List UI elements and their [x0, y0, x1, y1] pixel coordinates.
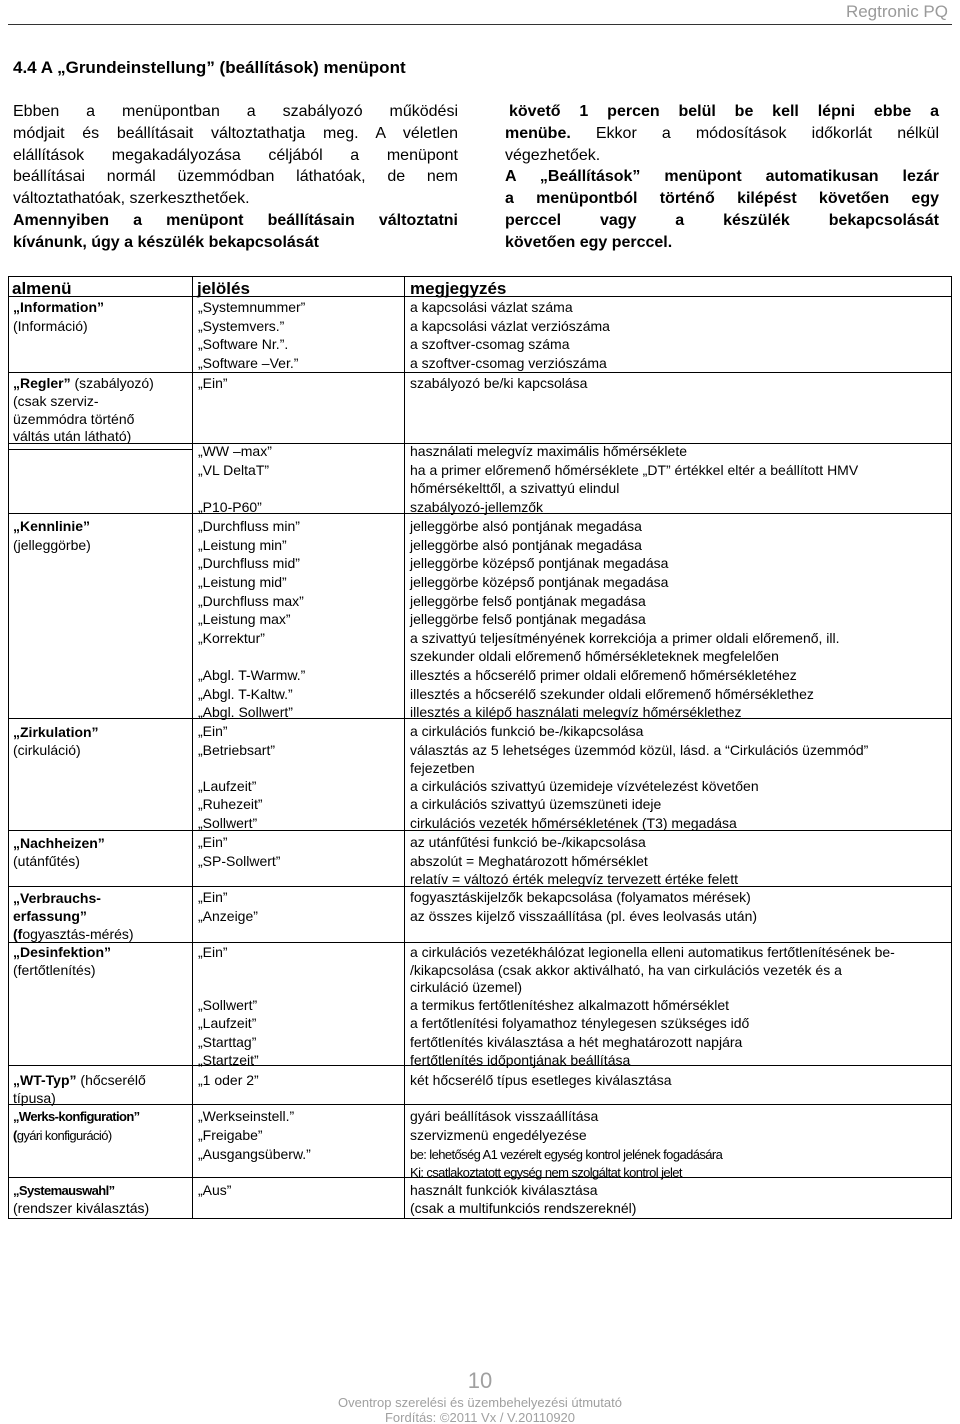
submenu-systemauswahl-desc: (rendszer kiválasztás): [13, 1200, 150, 1216]
section-title: 4.4 A „Grundeinstellung” (beállítások) menüpont: [13, 58, 406, 77]
setting-description: a szoftver-csomag száma: [410, 336, 570, 352]
setting-description: a szoftver-csomag verziószáma: [410, 355, 607, 371]
submenu-nachheizen-desc: (utánfűtés): [13, 853, 80, 869]
setting-label: „Ruhezeit”: [198, 796, 263, 812]
setting-label: „Ein”: [198, 723, 228, 739]
submenu-verbrauchserfassung: „Verbrauchs-: [13, 890, 101, 906]
setting-description: használati melegvíz maximális hőmérséklete: [410, 443, 687, 459]
setting-label: „Sollwert”: [198, 815, 258, 831]
footer-title: Oventrop szerelési és üzembehelyezési útmutató: [338, 1395, 622, 1410]
setting-description: a cirkulációs funkció be-/kikapcsolása: [410, 723, 644, 739]
intro-left-line: változtathatóak, szerkeszthetőek.: [13, 190, 250, 208]
intro-right: [505, 101, 939, 254]
setting-description: szervizmenü engedélyezése: [410, 1127, 587, 1143]
setting-description: relatív = változó érték melegvíz tervezett értéke felett: [410, 870, 738, 887]
setting-description: Ki: csatlakoztatott egység nem szolgáltat kontrol jelet: [410, 1164, 682, 1180]
setting-description: két hőcserélő típus esetleges kiválasztása: [410, 1072, 672, 1088]
setting-description: jelleggörbe alsó pontjának megadása: [410, 518, 642, 534]
setting-description: jelleggörbe középső pontjának megadása: [410, 555, 669, 571]
setting-description: cirkulációs vezeték hőmérsékletének (T3) megadása: [410, 815, 737, 831]
setting-label: „Abgl. T-Kaltw.”: [198, 686, 293, 702]
setting-label: „Korrektur”: [198, 630, 265, 646]
submenu-zirkulation-desc: (cirkuláció): [13, 742, 81, 758]
setting-label: „Leistung mid”: [198, 574, 287, 590]
intro-right-bold-word: menübe.: [505, 124, 571, 142]
submenu-regler-desc: váltás után látható): [13, 428, 132, 444]
table-column-divider: [192, 277, 193, 1218]
setting-description: fogyasztáskijelzők bekapcsolása (folyamatos mérések): [410, 889, 751, 905]
intro-right-line: [505, 123, 939, 145]
page-number: 10: [467, 1368, 493, 1393]
setting-label: „Werkseinstell.”: [198, 1108, 295, 1124]
intro-right-bold-line: követően egy perccel.: [505, 233, 673, 251]
setting-label: „Software Nr.”.: [198, 336, 289, 352]
setting-label: „Software –Ver.”: [198, 355, 299, 371]
setting-label: „Freigabe”: [198, 1127, 263, 1143]
intro-right-line-rest: Ekkor a módosítások időkorlát nélkül: [570, 124, 939, 142]
setting-description: szekunder oldali előremenő hőmérsékleteknek megfelelően: [410, 647, 779, 664]
setting-label: „Durchfluss min”: [198, 518, 300, 534]
table-row-rule: [8, 942, 952, 943]
setting-description: hőmérsékelttől, a szivattyú elindul: [410, 479, 620, 496]
setting-description: (csak a multifunkciós rendszereknél): [410, 1199, 637, 1216]
setting-label: „Systemvers.”: [198, 318, 285, 334]
intro-right-bold-line: A „Beállítások” menüpont automatikusan lezár: [505, 168, 939, 186]
setting-label: „Laufzeit”: [198, 1015, 257, 1031]
setting-description: a cirkulációs vezetékhálózat legionella elleni automatikus fertőtlenítésének be-: [410, 944, 895, 960]
setting-label: „Durchfluss max”: [198, 593, 304, 609]
settings-table: [8, 276, 952, 1219]
header-rule: [8, 24, 952, 25]
setting-label: „1 oder 2”: [198, 1072, 259, 1088]
intro-left-bold-line: kívánunk, úgy a készülék bekapcsolását: [13, 233, 319, 251]
intro-right-bold-line: a menüpontból történő kilépést követően egy: [505, 190, 939, 208]
setting-label: „Anzeige”: [198, 908, 258, 924]
intro-right-bold-line: követő 1 percen belül be kell lépni ebbe a: [509, 103, 939, 120]
setting-label: „Betriebsart”: [198, 742, 276, 758]
setting-label: „Laufzeit”: [198, 778, 257, 794]
setting-description: a cirkulációs szivattyú üzemszüneti ideje: [410, 796, 662, 812]
setting-description: az utánfűtési funkció be-/kikapcsolása: [410, 834, 646, 850]
setting-label: „Durchfluss mid”: [198, 555, 300, 571]
setting-label: „Systemnummer”: [198, 299, 306, 315]
submenu-zirkulation: „Zirkulation”: [13, 724, 99, 740]
table-border-right: [951, 277, 952, 1218]
setting-description: jelleggörbe alsó pontjának megadása: [410, 537, 642, 553]
submenu-kennlinie: „Kennlinie”: [13, 518, 91, 534]
setting-description: választás az 5 lehetséges üzemmód közül, lásd. a “Cirkulációs üzemmód”: [410, 742, 869, 758]
setting-description: a cirkulációs szivattyú üzemideje vízvételezést követően: [410, 778, 759, 794]
submenu-nachheizen: „Nachheizen”: [13, 835, 105, 851]
setting-description: a kapcsolási vázlat verziószáma: [410, 318, 610, 334]
setting-label: „WW –max”: [198, 443, 272, 459]
table-column-divider: [404, 277, 405, 1218]
submenu-information-desc: (Információ): [13, 318, 88, 334]
setting-label: „Leistung max”: [198, 611, 291, 627]
setting-label: „Startzeit”: [198, 1052, 259, 1068]
setting-description: jelleggörbe középső pontjának megadása: [410, 574, 669, 590]
table-row-rule: [8, 449, 192, 450]
intro-left-line: módjait és beállításait változtathatja meg. A véletlen: [13, 124, 458, 142]
submenu-verbrauchserfassung-desc: (fogyasztás-mérés): [13, 926, 134, 942]
setting-description: az összes kijelző visszaállítása (pl. éves leolvasás után): [410, 908, 758, 924]
setting-description: a szivattyú teljesítményének korrekciója a primer oldali előremenő, ill.: [410, 630, 840, 646]
setting-description: illesztés a kilépő használati melegvíz hőmérséklethez: [410, 704, 742, 720]
setting-description: szabályozó be/ki kapcsolása: [410, 375, 588, 391]
table-row-rule: [8, 1104, 952, 1105]
setting-description: használt funkciók kiválasztása: [410, 1182, 598, 1198]
submenu-wt-typ-desc: típusa): [13, 1090, 56, 1106]
setting-label: „Starttag”: [198, 1034, 257, 1050]
footer-translation: Fordítás: ©2011 Vx / V.20110920: [384, 1410, 576, 1424]
setting-description: fertőtlenítés időpontjának beállítása: [410, 1052, 631, 1068]
setting-label: „Abgl. T-Warmw.”: [198, 667, 306, 683]
brand-name: Regtronic PQ: [845, 2, 948, 21]
setting-description: a termikus fertőtlenítéshez alkalmazott hőmérséklet: [410, 997, 730, 1013]
setting-label: „Ausgangsüberw.”: [198, 1146, 311, 1162]
setting-description: a kapcsolási vázlat száma: [410, 299, 573, 315]
submenu-werks-konfiguration-desc: (gyári konfiguráció): [13, 1128, 112, 1143]
setting-description: gyári beállítások visszaállítása: [410, 1108, 599, 1124]
intro-left: [13, 101, 458, 254]
setting-description: a fertőtlenítési folyamathoz ténylegesen szükséges idő: [410, 1015, 750, 1031]
setting-description: illesztés a hőcserélő szekunder oldali előremenő hőmérséklethez: [410, 686, 814, 702]
setting-label: „Abgl. Sollwert”: [198, 704, 293, 720]
submenu-wt-typ: „WT-Typ” (hőcserélő: [13, 1072, 146, 1088]
intro-left-line: beállításai normál üzemmódban láthatóak, de nem: [13, 168, 458, 186]
setting-description: illesztés a hőcserélő primer oldali előremenő hőmérsékletéhez: [410, 667, 797, 683]
setting-description: jelleggörbe felső pontjának megadása: [410, 593, 646, 609]
column-header-jeloles: jelölés: [197, 279, 250, 298]
intro-left-line: elállítások megakadályozása céljából a menüpont: [13, 146, 458, 164]
setting-description: szabályozó-jellemzők: [410, 499, 544, 515]
column-header-almenu: almenü: [12, 279, 72, 298]
submenu-werks-konfiguration: „Werks-konfiguration”: [13, 1109, 140, 1124]
setting-label: „Ein”: [198, 944, 228, 960]
setting-description: fejezetben: [410, 759, 475, 776]
submenu-desinfektion-desc: (fertőtlenítés): [13, 962, 96, 978]
setting-description: fertőtlenítés kiválasztása a hét meghatározott napjára: [410, 1034, 743, 1050]
setting-label: „Leistung min”: [198, 537, 287, 553]
intro-right-line: végezhetőek.: [505, 146, 601, 164]
submenu-kennlinie-desc: (jelleggörbe): [13, 537, 91, 553]
setting-description: abszolút = Meghatározott hőmérséklet: [410, 853, 648, 869]
column-header-megjegyzes: megjegyzés: [410, 279, 507, 298]
submenu-systemauswahl: „Systemauswahl”: [13, 1183, 115, 1198]
setting-description: cirkuláció üzemel): [410, 979, 523, 995]
submenu-regler-desc: (csak szerviz-: [13, 393, 99, 409]
submenu-verbrauchserfassung: erfassung”: [13, 908, 87, 924]
setting-label: „Ein”: [198, 375, 228, 391]
setting-description: /kikapcsolása (csak akkor aktiválható, ha van cirkulációs vezeték és a: [410, 961, 842, 978]
setting-label: „VL DeltaT”: [198, 462, 270, 478]
submenu-information: „Information”: [13, 299, 104, 315]
setting-label: „Sollwert”: [198, 997, 258, 1013]
intro-left-bold-line: Amennyiben a menüpont beállításain változtatni: [13, 211, 458, 229]
intro-right-bold-line: perccel vagy a készülék bekapcsolását: [505, 211, 939, 229]
setting-label: „Ein”: [198, 834, 228, 850]
setting-label: „P10-P60”: [198, 499, 262, 515]
setting-label: „SP-Sollwert”: [198, 853, 281, 869]
submenu-regler-desc: üzemmódra történő: [13, 411, 135, 427]
setting-label: „Aus”: [198, 1182, 232, 1198]
setting-label: „Ein”: [198, 889, 228, 905]
submenu-desinfektion: „Desinfektion”: [13, 944, 112, 960]
intro-left-line: Ebben a menüpontban a szabályozó működési: [13, 103, 458, 120]
setting-description: ha a primer előremenő hőmérséklete „DT” értékkel eltér a beállított HMV: [410, 462, 859, 478]
submenu-regler: „Regler” (szabályozó): [13, 375, 154, 391]
table-row-rule: [8, 372, 952, 373]
setting-description: jelleggörbe felső pontjának megadása: [410, 611, 646, 627]
setting-description: be: lehetőség A1 vezérelt egység kontrol jelének fogadására: [410, 1147, 723, 1162]
table-border-left: [8, 277, 9, 1218]
